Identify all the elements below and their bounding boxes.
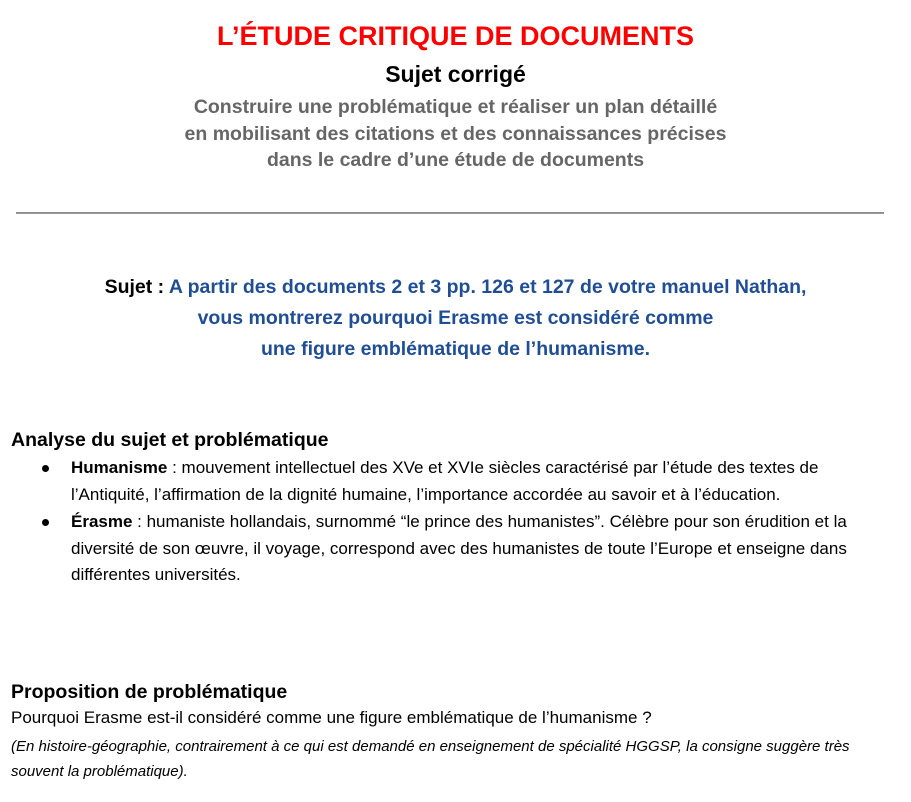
objective-text: [0, 94, 911, 174]
subject-text: A partir des documents 2 et 3 pp. 126 et 127 de votre manuel Nathan,: [168, 276, 807, 298]
analysis-heading: Analyse du sujet et problématique: [11, 429, 329, 451]
definition: : mouvement intellectuel des XVe et XVIe siècles caractérisé par l’étude des textes de l’Antiquité, l’affirmation de la dignité humaine, l’importance accordée au savoir et à l’éducation.: [71, 458, 819, 504]
problem-note: (En histoire-géographie, contrairement à ce qui est demandé en enseignement de spécialité HGGSP, la consigne suggère très souvent la problématique).: [11, 738, 850, 780]
problem-question: Pourquoi Erasme est-il considéré comme une figure emblématique de l’humanisme ?: [11, 708, 652, 727]
bullet-icon: [42, 465, 49, 472]
problem-heading: Proposition de problématique: [11, 681, 288, 703]
page-subtitle: Sujet corrigé: [385, 61, 526, 87]
subject-line: une figure emblématique de l’humanisme.: [260, 338, 650, 360]
subject-statement: [0, 272, 911, 365]
objective-line: en mobilisant des citations et des connaissances précises: [184, 122, 727, 145]
term: Humanisme: [71, 458, 168, 477]
objective-line: dans le cadre d’une étude de documents: [266, 149, 645, 171]
definition: : humaniste hollandais, surnommé “le prince des humanistes”. Célèbre pour son érudition et la diversité de son œuvre, il voyage, correspond avec des humanistes de toute l’Europe et enseigne dans différentes universités.: [71, 512, 847, 584]
bullet-icon: [42, 519, 49, 526]
term: Érasme: [71, 512, 133, 531]
subject-line: [0, 272, 911, 303]
subject-line: vous montrerez pourquoi Erasme est considéré comme: [197, 307, 714, 329]
list-item-erasme: [0, 509, 880, 589]
page-title: L’ÉTUDE CRITIQUE DE DOCUMENTS: [216, 21, 695, 51]
subject-label: Sujet :: [104, 276, 169, 298]
horizontal-divider: [16, 212, 884, 214]
objective-line: Construire une problématique et réaliser un plan détaillé: [193, 96, 718, 118]
analysis-list: [0, 455, 911, 589]
list-item-humanisme: [0, 455, 880, 508]
